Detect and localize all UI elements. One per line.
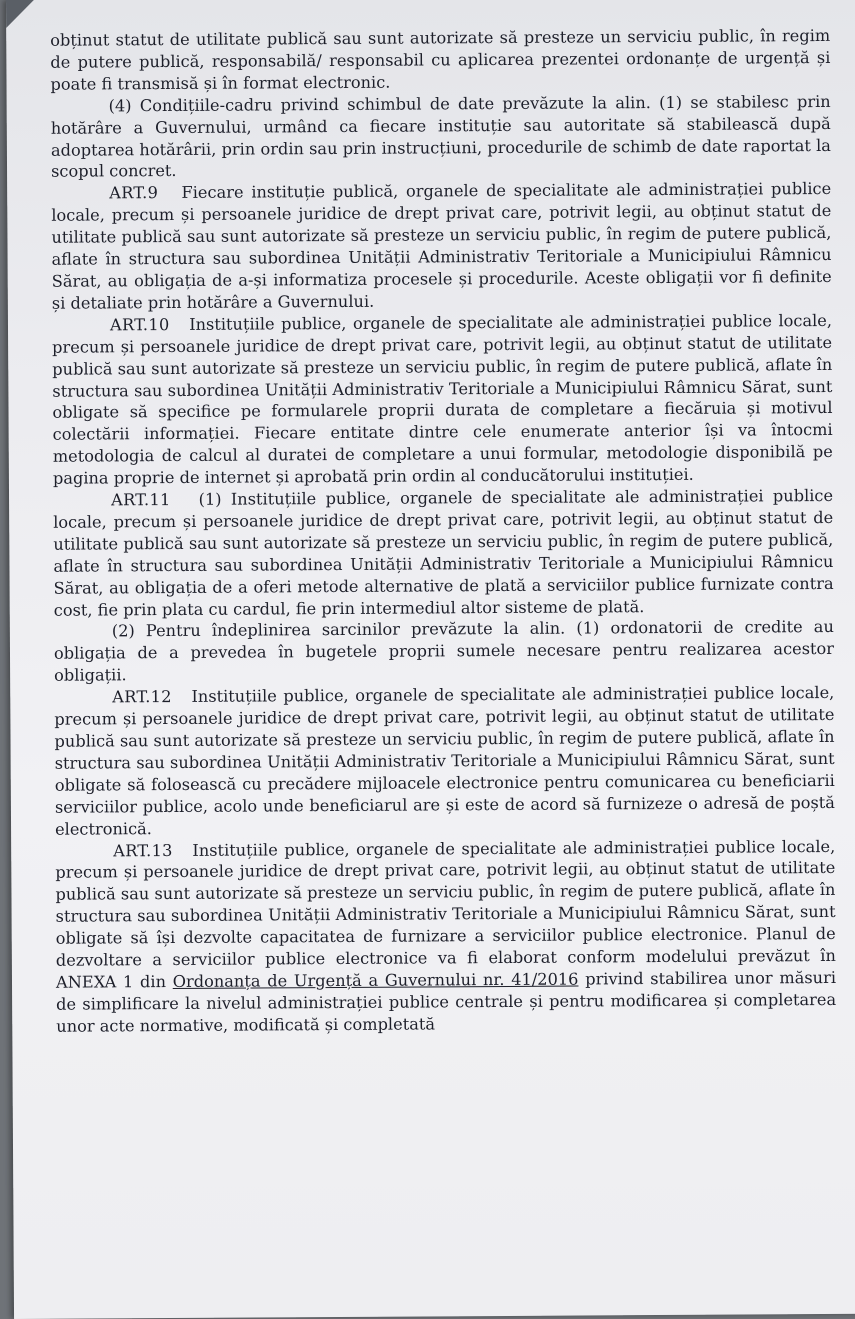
article-13-label: ART.13 [113,840,173,860]
ordinance-reference-link[interactable]: Ordonanța de Urgență a Guvernului nr. 41/2016 [172,969,579,991]
article-13-body-end: privind stabilirea unor măsuri de simplificare la nivelul administrației publice centrale și pentru modificarea și completarea unor acte normative, modificată și completată [56,967,837,1036]
article-10 [52,310,833,490]
article-13-body-start: Instituțiile publice, organele de specialitate ale administrației publice locale, precum și persoanele juridice de drept privat care, potrivit legii, au obținut statut de utilitate publică sau sunt autorizate să presteze un serviciu public, în regim de putere publică, aflate în structura sau subordinea Unității Administrativ Teritoriale a Municipiului Râmnicu Sărat, sunt obligate să își dezvolte capacitatea de furnizare a serviciilor publice electronice. Planul de dezvoltare a serviciilor publice electronice va fi elaborat conform modelului prevăzut în ANEXA 1 din [55,836,836,992]
article-9-label: ART.9 [109,183,159,203]
article-11 [53,485,834,621]
article-12-label: ART.12 [112,687,172,707]
document-body [50,25,836,1037]
article-12 [54,682,835,840]
article-12-body: Instituțiile publice, organele de specialitate ale administrației publice locale, precum și persoanele juridice de drept privat care, potrivit legii, au obținut statut de utilitate publică sau sunt autorizate să presteze un serviciu public, în regim de putere publică, aflate în structura sau subordinea Unității Administrativ Teritoriale a Municipiului Râmnicu Sărat, sunt obligate să folosească cu precădere mijloacele electronice pentru comunicarea cu beneficiarii serviciilor publice, acolo unde beneficiarul are și este de acord să furnizeze o adresă de poștă electronică. [54,683,835,839]
document-page [6,0,855,1319]
article-11-label: ART.11 [110,490,171,510]
intro-paragraph-continued: obținut statut de utilitate publică sau sunt autorizate să presteze un serviciu public, în regim de putere publică, responsabilă/ responsabil cu aplicarea prezentei ordonanțe de urgență și poate fi transmisă și în format electronic. [50,25,831,94]
article-11-body: (1) Instituțiile publice, organele de specialitate ale administrației publice locale, precum și persoanele juridice de drept privat care, potrivit legii, au obținut statut de utilitate publică sau sunt autorizate să presteze un serviciu public, în regim de putere publică, aflate în structura sau subordinea Unității Administrativ Teritoriale a Municipiului Râmnicu Sărat, au obligația de a oferi metode alternative de plată a serviciilor publice furnizate contra cost, fie prin plata cu cardul, fie prin intermediul altor sisteme de plată. [53,485,834,620]
article-11-paragraph-2: (2) Pentru îndeplinirea sarcinilor prevăzute la alin. (1) ordonatorii de credite au obligația de a prevedea în bugetele proprii sumele necesare pentru realizarea acestor obligații. [53,617,835,685]
page-corner-shadow [6,0,34,28]
article-9-body: Fiecare instituție publică, organele de specialitate ale administrației publice locale, precum și persoanele juridice de drept privat care, potrivit legii, au obținut statut de utilitate publică sau sunt autorizate să presteze un serviciu public, în regim de putere publică, aflate în structura sau subordinea Unității Administrativ Teritoriale a Municipiului Râmnicu Sărat, au obligația de a-și informatiza procesele și procedurile. Aceste obligații vor fi definite și detaliate prin hotărâre a Guvernului. [51,179,832,313]
article-10-body: Instituțiile publice, organele de specialitate ale administrației publice locale, precum și persoanele juridice de drept privat care, potrivit legii, au obținut statut de utilitate publică sau sunt autorizate să presteze un serviciu public, în regim de putere publică, aflate în structura sau subordinea Unității Administrativ Teritoriale a Municipiului Râmnicu Sărat, sunt obligate să specifice pe formularele proprii durata de completare a fiecăruia și motivul colectării informației. Fiecare entitate dintre cele enumerate anterior își va întocmi metodologia de calcul al duratei de completare a unui formular, metodologie disponibilă pe pagina proprie de internet și aprobată prin ordin al conducătorului instituției. [52,310,833,488]
article-10-label: ART.10 [109,314,170,335]
intro-paragraph-4: (4) Condițiile-cadru privind schimbul de date prevăzute la alin. (1) se stabilesc prin hotărâre a Guvernului, urmând ca fiecare instituție sau autoritate să stabilească după adoptarea hotărârii, prin ordin sau prin instrucțiuni, procedurile de schimb de date raportat la scopul concret. [50,91,831,182]
article-9 [51,178,832,314]
page-bottom-margin [14,1245,855,1319]
article-13 [55,835,836,1037]
